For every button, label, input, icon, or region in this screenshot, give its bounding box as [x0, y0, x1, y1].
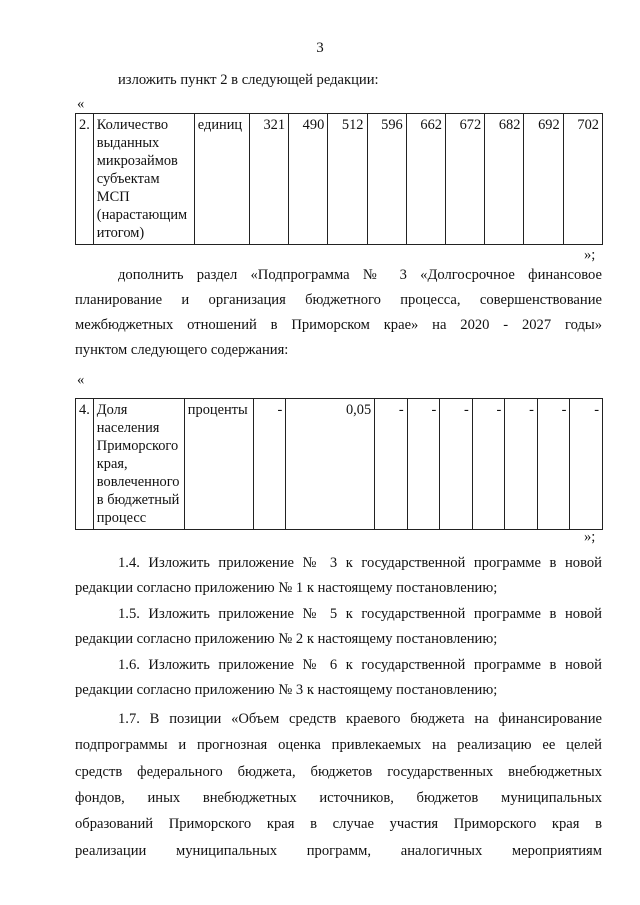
para17-line: подпрограммы и прогнозная оценка привлекаемых на реализацию ее целей	[75, 737, 602, 753]
page-number: 3	[316, 40, 324, 56]
value-cell: 596	[367, 114, 406, 245]
value-cell: 702	[563, 114, 602, 245]
para17-line: реализации муниципальных программ, аналогичных мероприятиям	[75, 843, 602, 859]
open-quote-2: «	[77, 372, 85, 388]
indicator-name-line: Приморского	[96, 438, 179, 454]
item-line: редакции согласно приложению № 3 к настоящему постановлению;	[75, 682, 498, 698]
indicator-name	[93, 114, 194, 245]
table-row	[76, 114, 603, 245]
para2-line: планирование и организация бюджетного процесса, совершенствование	[75, 292, 602, 308]
para2-line: дополнить раздел «Подпрограмма № 3 «Долгосрочное финансовое	[118, 267, 602, 283]
value-cell: 662	[406, 114, 445, 245]
para17-line: образований Приморского края в случае участия Приморского края в	[75, 816, 602, 832]
item-line: 1.4. Изложить приложение № 3 к государственной программе в новой	[118, 555, 602, 571]
row-number: 2.	[76, 114, 94, 245]
indicator-name-line: выданных	[96, 135, 160, 151]
intro-line: изложить пункт 2 в следующей редакции:	[118, 72, 379, 88]
indicator-name-line: субъектам	[96, 171, 160, 187]
value-cell: -	[505, 399, 538, 530]
value-cell: -	[375, 399, 408, 530]
value-cell: 512	[328, 114, 367, 245]
table-row	[76, 399, 603, 530]
para2-line: межбюджетных отношений в Приморском крае» на 2020 - 2027 годы»	[75, 317, 602, 333]
indicator-name	[93, 399, 184, 530]
open-quote-1: «	[77, 96, 85, 112]
item-line: редакции согласно приложению № 2 к настоящему постановлению;	[75, 631, 498, 647]
indicator-name-line: Доля	[96, 402, 128, 418]
row-number: 4.	[76, 399, 94, 530]
para2-line: пунктом следующего содержания:	[75, 342, 289, 358]
indicator-name-line: вовлеченного	[96, 474, 180, 490]
item-line: 1.5. Изложить приложение № 5 к государственной программе в новой	[118, 606, 602, 622]
value-cell: 490	[289, 114, 328, 245]
close-quote-2: »;	[584, 529, 596, 545]
indicator-name-line: процесс	[96, 510, 147, 526]
indicator-name-line: итогом)	[96, 225, 145, 241]
indicator-name-line: в бюджетный	[96, 492, 180, 508]
value-cell: -	[570, 399, 603, 530]
item-line: редакции согласно приложению № 1 к настоящему постановлению;	[75, 580, 498, 596]
table-subprogram-3	[75, 398, 603, 530]
close-quote-1: »;	[584, 247, 596, 263]
item-line: 1.6. Изложить приложение № 6 к государственной программе в новой	[118, 657, 602, 673]
indicator-name-line: края,	[96, 456, 128, 472]
value-cell: 0,05	[286, 399, 375, 530]
unit-cell: единиц	[194, 114, 249, 245]
indicator-name-line: Количество	[96, 117, 169, 133]
unit-cell: проценты	[184, 399, 253, 530]
value-cell: -	[472, 399, 505, 530]
value-cell: -	[253, 399, 286, 530]
value-cell: 672	[445, 114, 484, 245]
para17-line: средств федерального бюджета, бюджетов государственных внебюджетных	[75, 764, 602, 780]
indicator-name-line: (нарастающим	[96, 207, 188, 223]
para17-line: фондов, иных внебюджетных источников, бюджетов муниципальных	[75, 790, 602, 806]
indicator-name-line: МСП	[96, 189, 130, 205]
value-cell: 321	[249, 114, 288, 245]
indicator-name-line: населения	[96, 420, 160, 436]
indicator-name-line: микрозаймов	[96, 153, 178, 169]
value-cell: -	[440, 399, 473, 530]
value-cell: -	[407, 399, 440, 530]
value-cell: 682	[485, 114, 524, 245]
value-cell: 692	[524, 114, 563, 245]
table-subprogram-2	[75, 113, 603, 245]
para17-line: 1.7. В позиции «Объем средств краевого бюджета на финансирование	[118, 711, 602, 727]
value-cell: -	[537, 399, 570, 530]
